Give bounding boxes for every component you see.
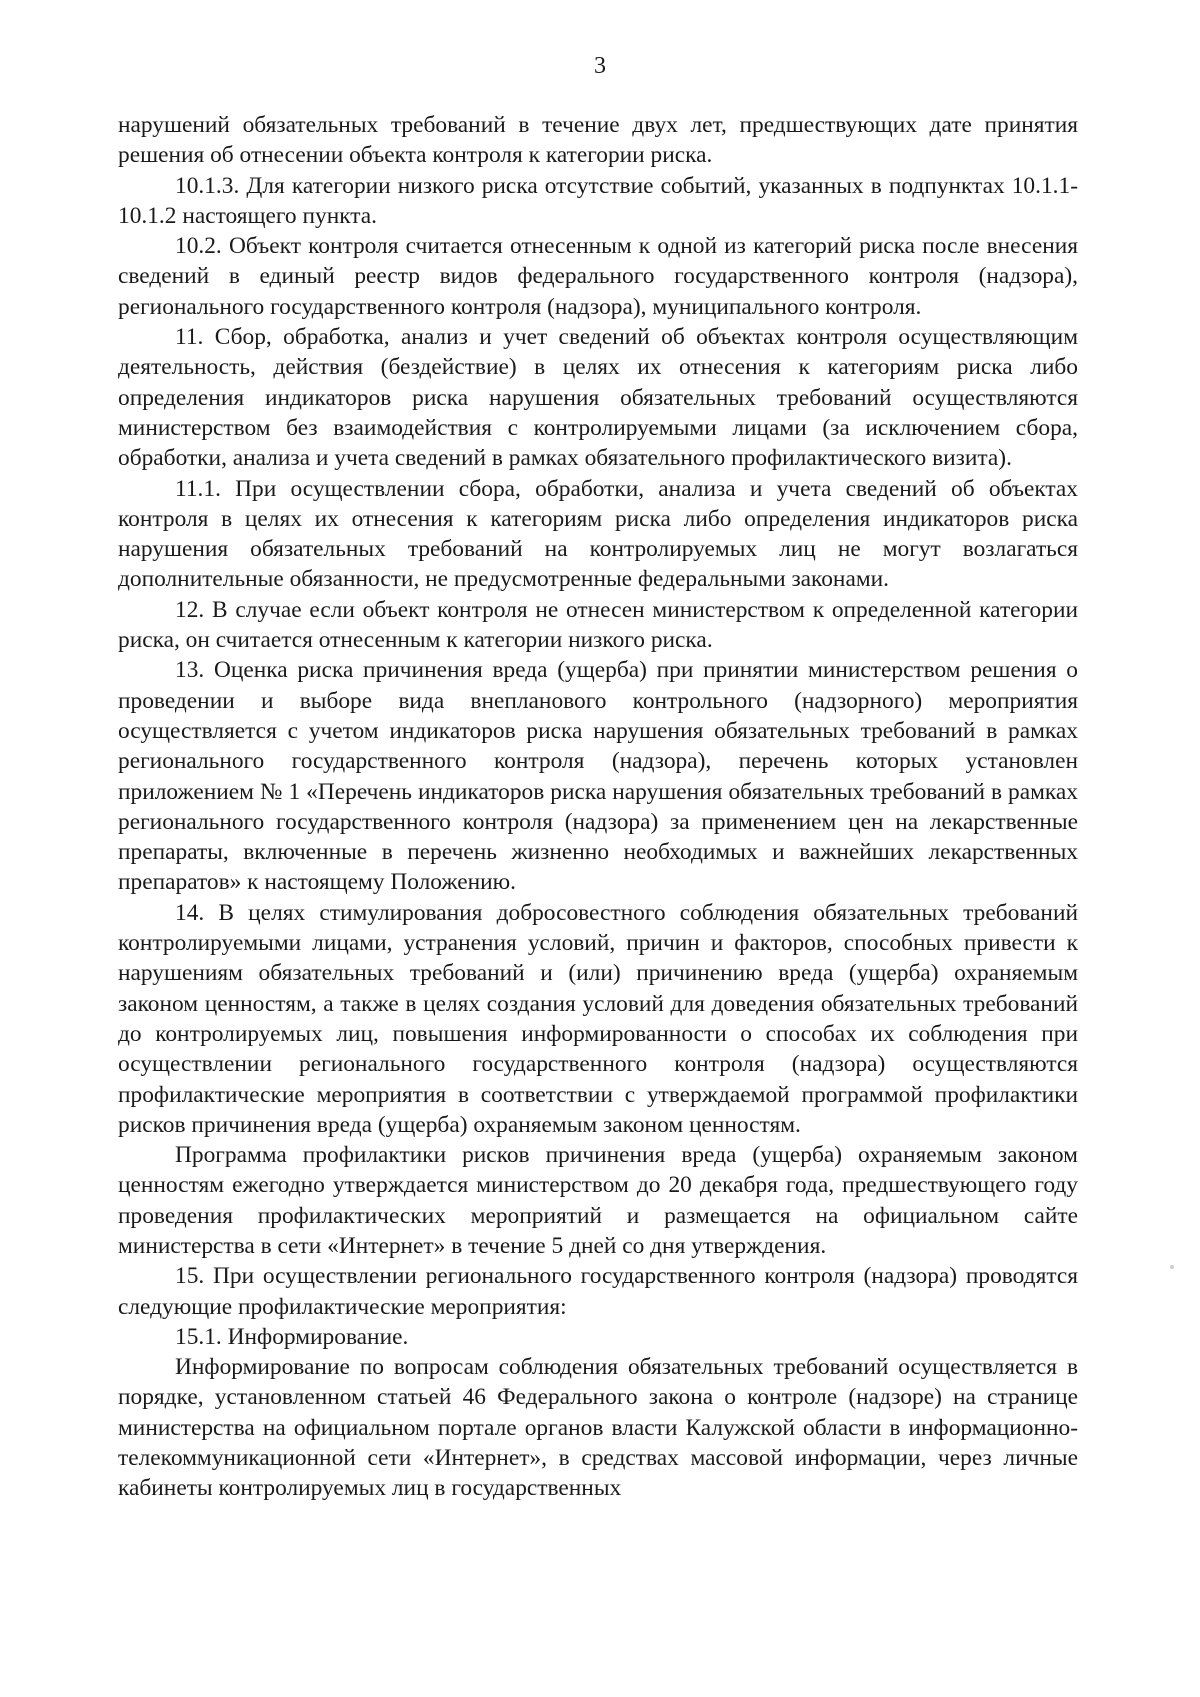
paragraph-15-1: 15.1. Информирование. [175,1323,409,1350]
scan-speck [1170,1265,1174,1269]
paragraph-program: Программа профилактики рисков причинения вреда (ущерба) охраняемым законом ценностям ежегодно утверждается министерством до 20 декабря года, предшествующего году проведения профилактических мероприятий и размещается на официальном сайте министерства в сети «Интернет» в течение 5 дней со дня утверждения. [118,1142,1078,1259]
paragraph-11-1: 11.1. При осуществлении сбора, обработки, анализа и учета сведений об объектах контроля в целях их отнесения к категориям риска либо определения индикаторов риска нарушения обязательных требований на контролируемых лиц не могут возлагаться дополнительные обязанности, не предусмотренные федеральными законами. [118,475,1078,593]
paragraph-11: 11. Сбор, обработка, анализ и учет сведений об объектах контроля осуществляющим деятельность, действия (бездействие) в целях их отнесения к категориям риска либо определения индикаторов риска нарушения обязательных требований осуществляются министерством без взаимодействия с контролируемыми лицами (за исключением сбора, обработки, анализа и учета сведений в рамках обязательного профилактического визита). [118,324,1078,472]
paragraph-12: 12. В случае если объект контроля не отнесен министерством к определенной категории риска, он считается отнесенным к категории низкого риска. [118,596,1078,654]
paragraph-14: 14. В целях стимулирования добросовестного соблюдения обязательных требований контролируемыми лицами, устранения условий, причин и факторов, способных привести к нарушениям обязательных требований и (или) причинению вреда (ущерба) охраняемым законом ценностям, а также в целях создания условий для доведения обязательных требований до контролируемых лиц, повышения информированности о способах их соблюдения при осуществлении регионального государственного контроля (надзора) осуществляются профилактические мероприятия в соответствии с утверждаемой программой профилактики рисков причинения вреда (ущерба) охраняемым законом ценностям. [118,899,1078,1138]
paragraph-15: 15. При осуществлении регионального государственного контроля (надзора) проводятся следующие профилактические мероприятия: [118,1263,1078,1320]
paragraph-10-2: 10.2. Объект контроля считается отнесенным к одной из категорий риска после внесения сведений в единый реестр видов федерального государственного контроля (надзора), регионального государственного контроля (надзора), муниципального контроля. [118,233,1078,320]
page-number: 3 [594,53,606,79]
paragraph-continuation: нарушений обязательных требований в течение двух лет, предшествующих дате принятия решения об отнесении объекта контроля к категории риска. [118,112,1078,169]
paragraph-informing: Информирование по вопросам соблюдения обязательных требований осуществляется в порядке, установленном статьей 46 Федерального закона о контроле (надзоре) на странице министерства на официальном портале органов власти Калужской области в информационно-телекоммуникационной сети «Интернет», в средствах массовой информации, через личные кабинеты контролируемых лиц в государственных [118,1354,1078,1502]
paragraph-10-1-3: 10.1.3. Для категории низкого риска отсутствие событий, указанных в подпунктах 10.1.1-10.1.2 настоящего пункта. [118,172,1078,229]
document-body [118,110,1078,1504]
paragraph-13: 13. Оценка риска причинения вреда (ущерба) при принятии министерством решения о проведении и выборе вида внепланового контрольного (надзорного) мероприятия осуществляется с учетом индикаторов риска нарушения обязательных требований в рамках регионального государственного контроля (надзора), перечень которых установлен приложением № 1 «Перечень индикаторов риска нарушения обязательных требований в рамках регионального государственного контроля (надзора) за применением цен на лекарственные препараты, включенные в перечень жизненно необходимых и важнейших лекарственных препаратов» к настоящему Положению. [118,657,1078,896]
